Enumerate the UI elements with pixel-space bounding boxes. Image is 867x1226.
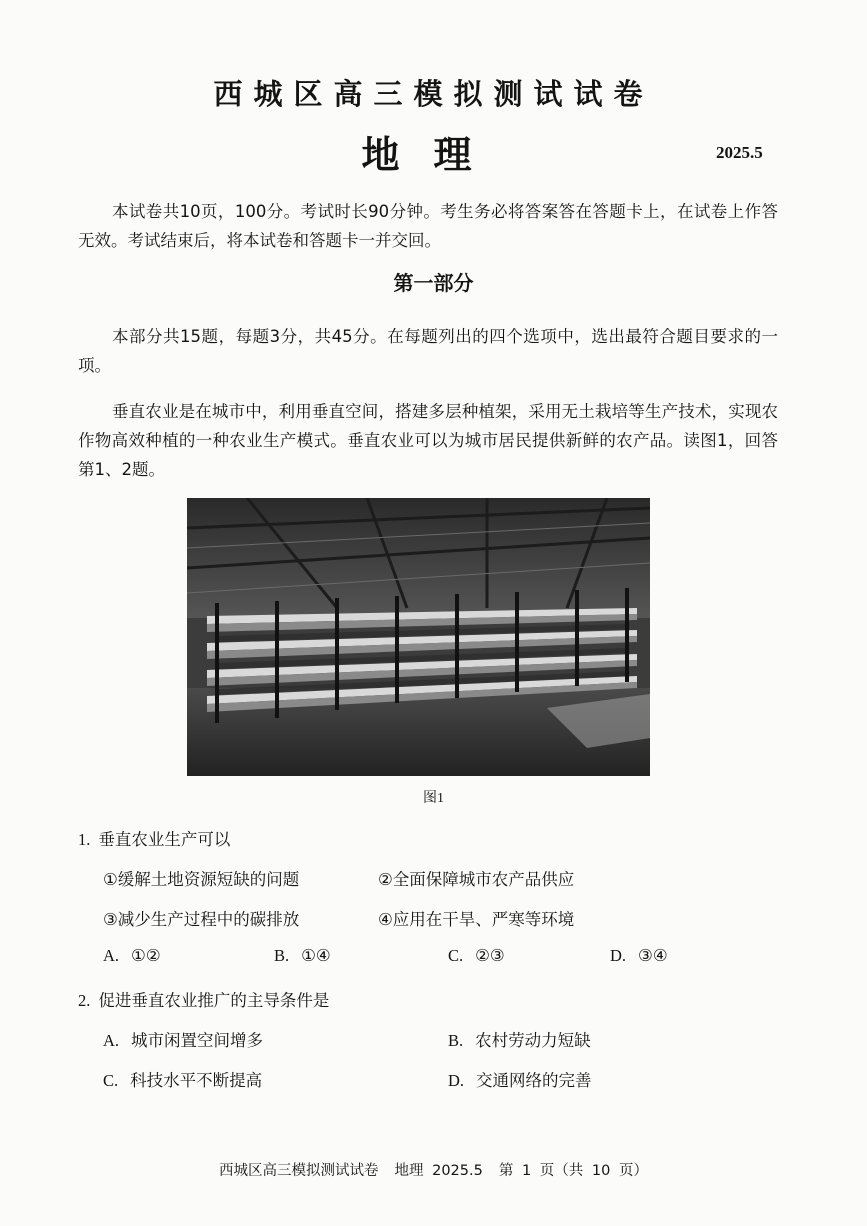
question-2-option-d[interactable] xyxy=(448,1067,592,1091)
footer-subject-date: 地理 2025.5 xyxy=(394,1163,483,1179)
option-text: 科技水平不断提高 xyxy=(130,1071,263,1090)
question-1-statement-2: ②全面保障城市农产品供应 xyxy=(378,870,575,889)
option-text: ①④ xyxy=(301,946,331,965)
option-letter: D. xyxy=(610,946,627,965)
option-letter: B. xyxy=(274,946,290,965)
question-1-text: 垂直农业生产可以 xyxy=(98,830,231,849)
question-2-option-c[interactable] xyxy=(103,1067,262,1091)
option-text: ②③ xyxy=(475,946,505,965)
option-text: 城市闲置空间增多 xyxy=(131,1031,264,1050)
question-1-option-d[interactable] xyxy=(610,946,668,966)
question-2-stem xyxy=(78,987,329,1011)
part-one-title: 第一部分 xyxy=(393,271,474,295)
question-2-option-a[interactable] xyxy=(103,1027,263,1051)
question-1-option-b[interactable] xyxy=(274,946,331,966)
exam-title: 西城区高三模拟测试试卷 xyxy=(213,77,654,111)
option-text: 交通网络的完善 xyxy=(476,1071,592,1090)
vertical-farm-photo xyxy=(187,498,650,776)
option-letter: C. xyxy=(448,946,464,965)
page-footer xyxy=(0,1159,867,1180)
option-letter: A. xyxy=(103,946,120,965)
question-1-statement-1: ①缓解土地资源短缺的问题 xyxy=(103,870,300,889)
option-text: 农村劳动力短缺 xyxy=(475,1031,591,1050)
question-passage: 垂直农业是在城市中，利用垂直空间，搭建多层种植架，采用无土栽培等生产技术，实现农作物高效种植的一种农业生产模式。垂直农业可以为城市居民提供新鲜的农产品。读图1，回答第1、2题。 xyxy=(78,402,778,479)
option-letter: A. xyxy=(103,1031,120,1050)
question-2-text: 促进垂直农业推广的主导条件是 xyxy=(98,991,330,1010)
part-one-intro: 本部分共15题，每题3分，共45分。在每题列出的四个选项中，选出最符合题目要求的一项。 xyxy=(78,327,778,375)
option-letter: D. xyxy=(448,1071,465,1090)
question-1-stem xyxy=(78,826,230,850)
exam-instructions: 本试卷共10页，100分。考试时长90分钟。考生务必将答案答在答题卡上，在试卷上作答无效。考试结束后，将本试卷和答题卡一并交回。 xyxy=(78,202,778,250)
option-text: ③④ xyxy=(638,946,668,965)
question-1-statement-4: ④应用在干旱、严寒等环境 xyxy=(378,910,575,929)
figure-caption: 图1 xyxy=(423,791,444,806)
question-2-number: 2. xyxy=(78,991,91,1010)
option-letter: C. xyxy=(103,1071,119,1090)
question-1-statement-3: ③减少生产过程中的碳排放 xyxy=(103,910,300,929)
question-2-option-b[interactable] xyxy=(448,1027,591,1051)
option-text: ①② xyxy=(131,946,161,965)
question-1-number: 1. xyxy=(78,830,91,849)
subject-title: 地理 xyxy=(361,132,506,177)
footer-page-info: 第 1 页（共 10 页） xyxy=(498,1163,648,1179)
question-1-option-a[interactable] xyxy=(103,946,161,966)
footer-exam-title: 西城区高三模拟测试试卷 xyxy=(219,1163,379,1179)
option-letter: B. xyxy=(448,1031,464,1050)
question-1-option-c[interactable] xyxy=(448,946,505,966)
exam-date: 2025.5 xyxy=(716,143,763,162)
